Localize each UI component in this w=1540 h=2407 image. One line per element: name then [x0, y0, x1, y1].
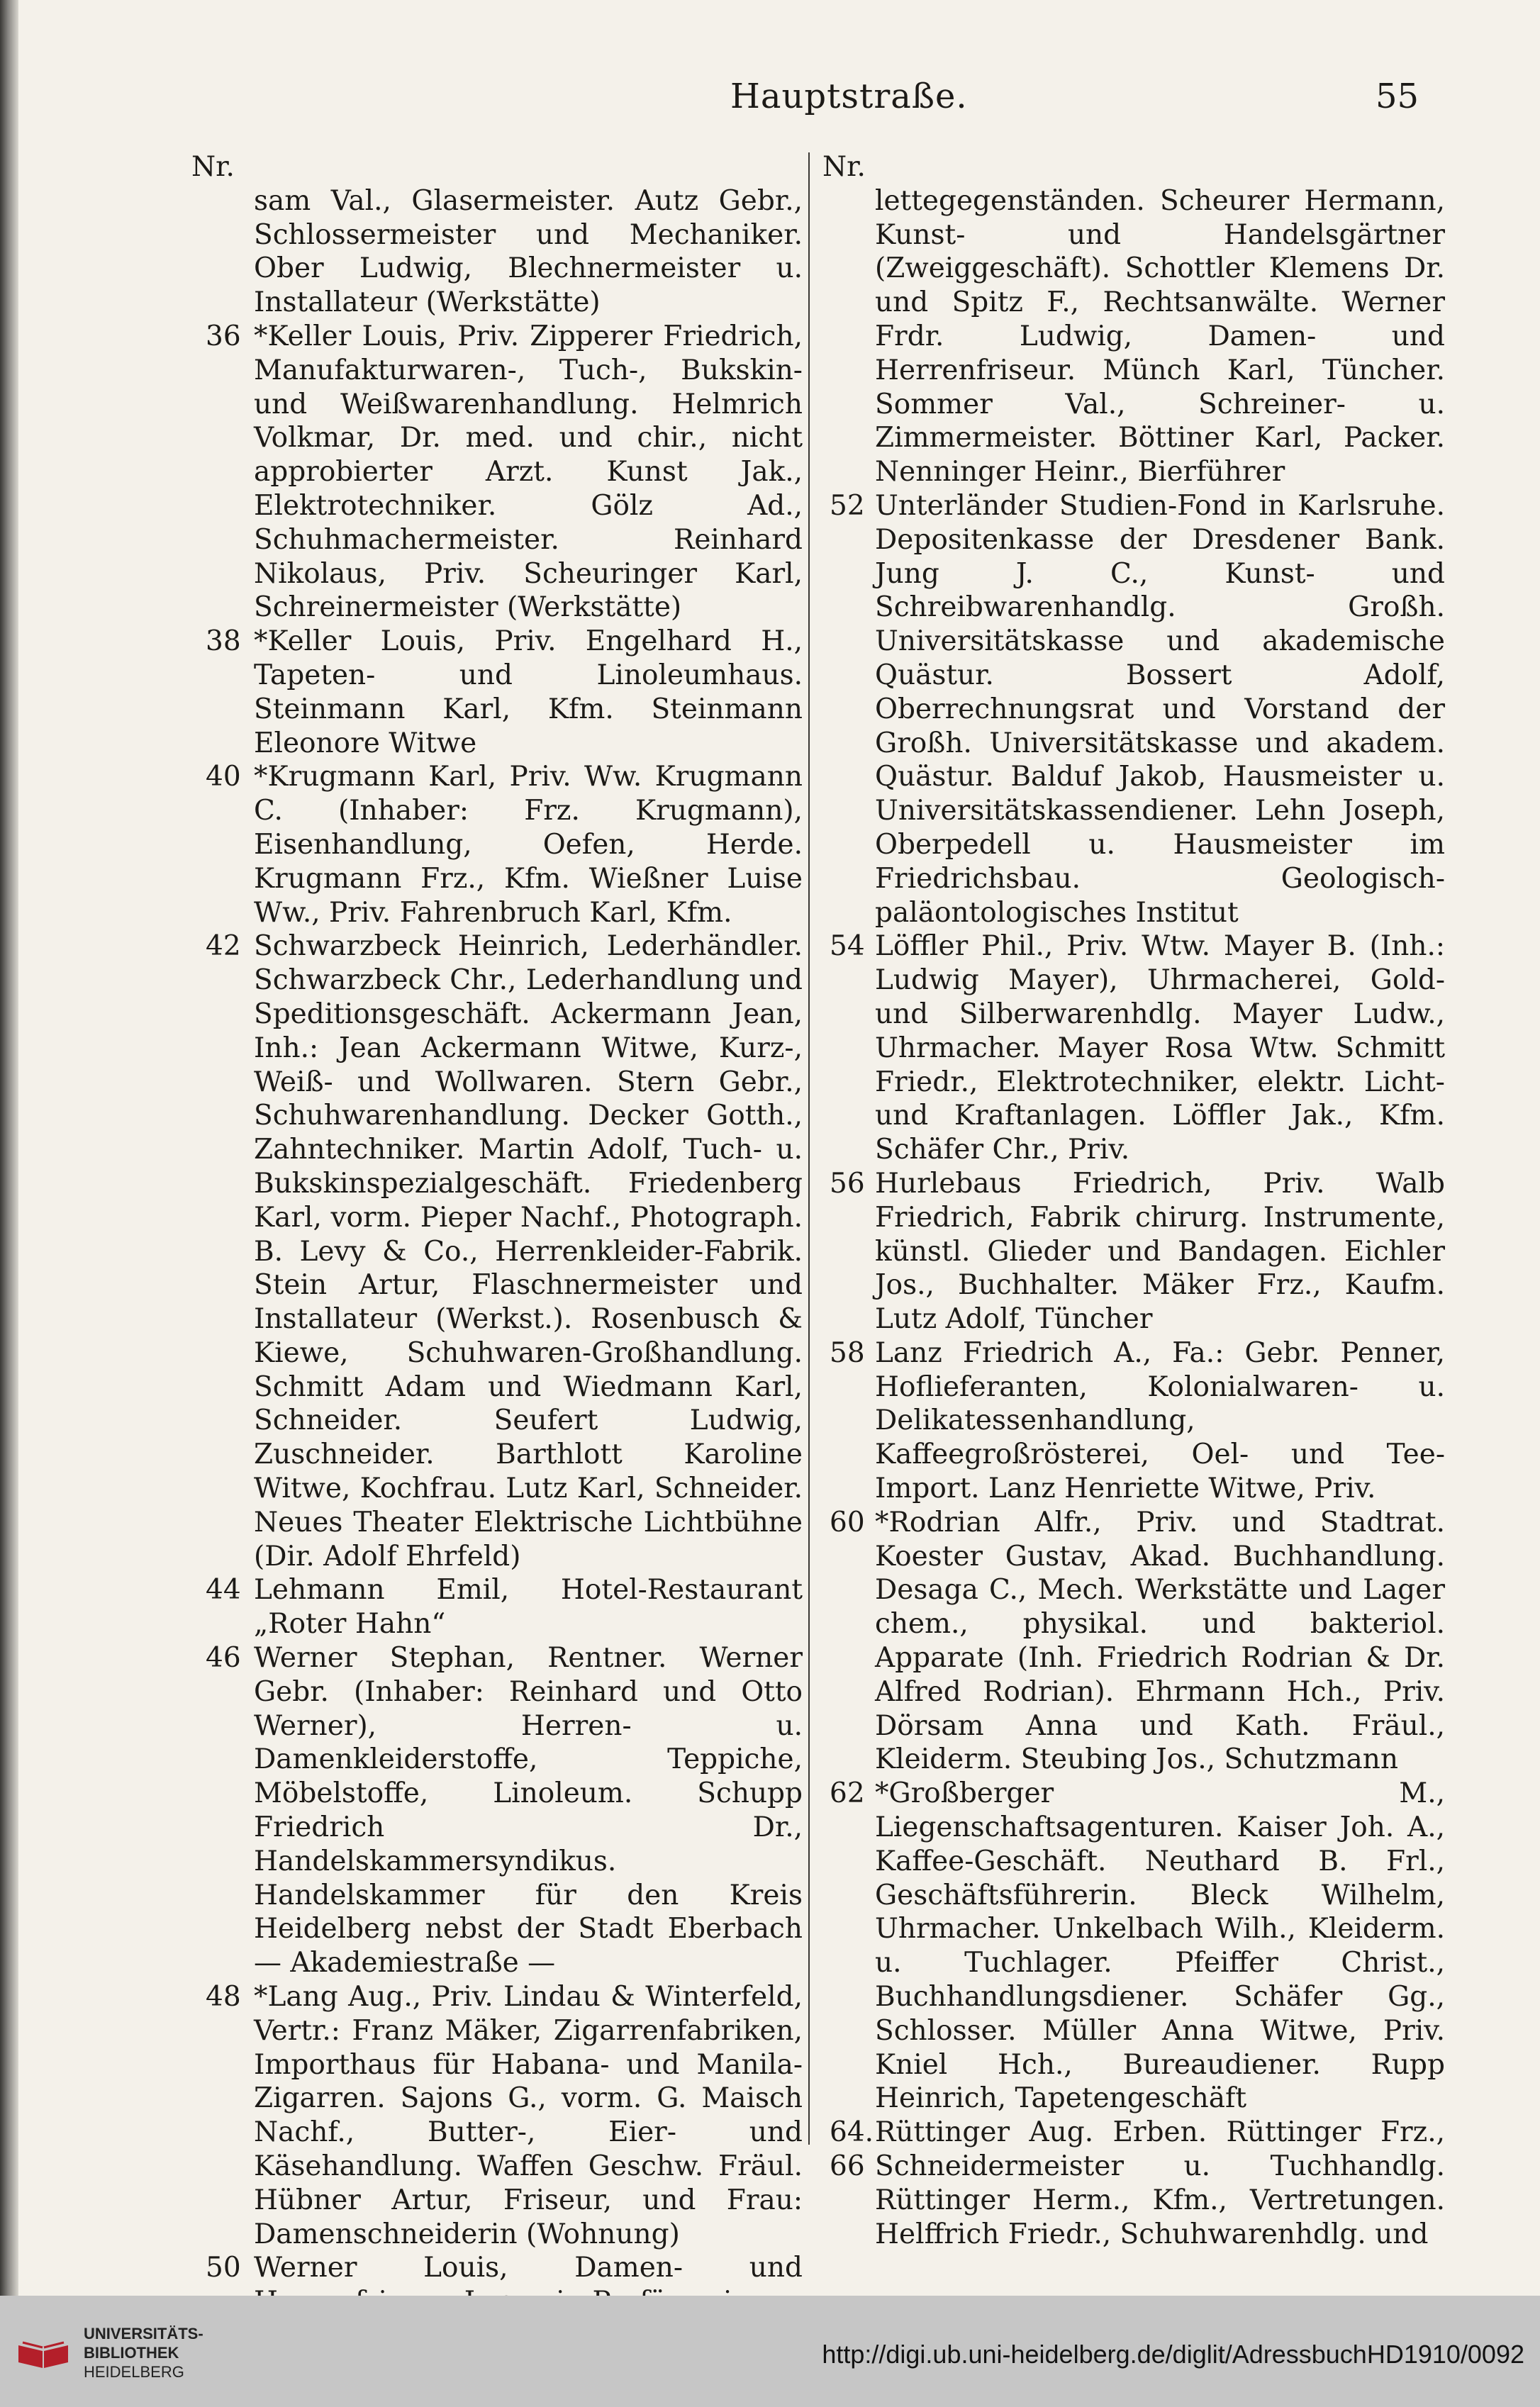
- entry-text: *Krugmann Karl, Priv. Ww. Krugmann C. (Inhaber: Frz. Krugmann), Eisenhandlung, Oefen, Herde. Krugmann Frz., Kfm. Wießner Luise Ww., Priv. Fahrenbruch Karl, Kfm.: [254, 761, 803, 929]
- entry-text: sam Val., Glasermeister. Autz Gebr., Schlossermeister und Mechaniker. Ober Ludwig, Blechnermeister u. Installateur (Werkstätte): [254, 184, 803, 319]
- right-column: [822, 150, 1445, 2251]
- address-entry: [191, 1980, 803, 2251]
- entry-text: *Großberger M., Liegenschaftsagenturen. Kaiser Joh. A., Kaffee-Geschäft. Neuthard B. Frl., Geschäftsführerin. Bleck Wilhelm, Uhrmacher. Unkelbach Wilh., Kleiderm. u. Tuchlager. Pfeiffer Christ., Buchhandlungsdiener. Schäfer Gg., Schlosser. Müller Anna Witwe, Priv. Kniel Hch., Bureaudiener. Rupp Heinrich, Tapetengeschäft: [875, 1777, 1445, 2115]
- address-entry: [822, 1506, 1445, 1777]
- entry-text: *Keller Louis, Priv. Engelhard H., Tapeten- und Linoleumhaus. Steinmann Karl, Kfm. Steinmann Eleonore Witwe: [254, 625, 803, 759]
- house-number: 52: [830, 489, 865, 522]
- house-number: 64. 66: [830, 2116, 874, 2183]
- house-number: 50: [206, 2252, 241, 2284]
- address-entry: [822, 1777, 1445, 2116]
- address-entry: [191, 625, 803, 760]
- house-number: 54: [830, 930, 865, 963]
- left-column: [191, 150, 803, 2353]
- address-entry: [191, 929, 803, 1573]
- library-name-line3: HEIDELBERG: [84, 2363, 184, 2381]
- page-header: [0, 77, 1540, 126]
- entry-text: Unterländer Studien-Fond in Karlsruhe. Depositenkasse der Dresdener Bank. Jung J. C., Kunst- und Schreibwarenhandlg. Großh. Universitätskasse und akademische Quästur. Bossert Adolf, Oberrechnungsrat und Vorstand der Großh. Universitätskasse und akadem. Quästur. Balduf Jakob, Hausmeister u. Universitätskassendiener. Lehn Joseph, Oberpedell u. Hausmeister im Friedrichsbau. Geologisch-paläontologisches Institut: [875, 489, 1445, 929]
- house-number: 56: [830, 1167, 865, 1200]
- library-name-line1: UNIVERSITÄTS-: [84, 2325, 203, 2342]
- house-number: 40: [206, 761, 241, 793]
- entry-text: lettegegenständen. Scheurer Hermann, Kunst- und Handelsgärtner (Zweiggeschäft). Schottler Klemens Dr. und Spitz F., Rechtsanwälte. Werner Frdr. Ludwig, Damen- und Herrenfriseur. Münch Karl, Tüncher. Sommer Val., Schreiner- u. Zimmermeister. Böttiner Karl, Packer. Nenninger Heinr., Bierführer: [875, 184, 1445, 488]
- entry-text: *Keller Louis, Priv. Zipperer Friedrich, Manufakturwaren-, Tuch-, Bukskin- und Weißwarenhandlung. Helmrich Volkmar, Dr. med. und chir., nicht approbierter Arzt. Kunst Jak., Elektrotechniker. Gölz Ad., Schuhmachermeister. Reinhard Nikolaus, Priv. Scheuringer Karl, Schreinermeister (Werkstätte): [254, 320, 803, 624]
- entry-text: Hurlebaus Friedrich, Priv. Walb Friedrich, Fabrik chirurg. Instrumente, künstl. Glieder und Bandagen. Eichler Jos., Buchhalter. Mäker Frz., Kaufm. Lutz Adolf, Tüncher: [875, 1167, 1445, 1336]
- library-name-line2: BIBLIOTHEK: [84, 2344, 179, 2362]
- library-logo-icon: [16, 2340, 71, 2371]
- column-number-label: Nr.: [822, 151, 866, 183]
- address-entry: [191, 760, 803, 929]
- page-title: Hauptstraße.: [730, 77, 968, 116]
- house-number: 42: [206, 930, 241, 963]
- address-entry: [191, 184, 803, 320]
- address-entry: [191, 1641, 803, 1980]
- library-footer: [0, 2296, 1540, 2407]
- entry-text: *Rodrian Alfr., Priv. und Stadtrat. Koester Gustav, Akad. Buchhandlung. Desaga C., Mech. Werkstätte und Lager chem., physikal. und bakteriol. Apparate (Inh. Friedrich Rodrian & Dr. Alfred Rodrian). Ehrmann Hch., Priv. Dörsam Anna und Kath. Fräul., Kleiderm. Steubing Jos., Schutzmann: [875, 1506, 1445, 1776]
- address-entry: [822, 489, 1445, 929]
- address-entry: [822, 1167, 1445, 1336]
- entry-text: Werner Louis, Damen- und: [254, 2252, 803, 2284]
- house-number: 60: [830, 1506, 865, 1538]
- address-entry: [822, 184, 1445, 489]
- page-number: 55: [1376, 77, 1419, 116]
- entry-text: Rüttinger Aug. Erben. Rüttinger Frz., Schneidermeister u. Tuchhandlg. Rüttinger Herm., Kfm., Vertretungen. Helffrich Friedr., Schuhwarenhdlg. und: [875, 2116, 1445, 2250]
- address-entry: [191, 1573, 803, 1641]
- library-name: [84, 2324, 203, 2381]
- entry-text: *Lang Aug., Priv. Lindau & Winterfeld, Vertr.: Franz Mäker, Zigarrenfabriken, Importhaus für Habana- und Manila-Zigarren. Sajons G., vorm. G. Maisch Nachf., Butter-, Eier- und Käsehandlung. Waffen Geschw. Fräul. Hübner Artur, Friseur, und Frau: Damenschneiderin (Wohnung): [254, 1981, 803, 2250]
- house-number: 48: [206, 1981, 241, 2014]
- address-entry: [822, 2116, 1445, 2251]
- house-number: 36: [206, 320, 241, 352]
- source-url-link[interactable]: http://digi.ub.uni-heidelberg.de/diglit/AdressbuchHD1910/0092: [822, 2340, 1524, 2369]
- entry-text: Werner Stephan, Rentner. Werner Gebr. (Inhaber: Reinhard und Otto Werner), Herren- u. Damenkleiderstoffe, Teppiche, Möbelstoffe, Linoleum. Schupp Friedrich Dr., Handelskammersyndikus. Handelskammer für den Kreis Heidelberg nebst der Stadt Eberbach — Akademiestraße —: [254, 1642, 803, 1979]
- house-number: 46: [206, 1642, 241, 1675]
- house-number: 62: [830, 1777, 865, 1810]
- column-divider: [808, 152, 810, 2145]
- column-number-label: Nr.: [191, 151, 235, 183]
- entry-text: Löffler Phil., Priv. Wtw. Mayer B. (Inh.: Ludwig Mayer), Uhrmacherei, Gold- und Silberwarenhdlg. Mayer Ludw., Uhrmacher. Mayer Rosa Wtw. Schmitt Friedr., Elektrotechniker, elektr. Licht- und Kraftanlagen. Löffler Jak., Kfm. Schäfer Chr., Priv.: [875, 930, 1445, 1166]
- entry-text: Lanz Friedrich A., Fa.: Gebr. Penner, Hoflieferanten, Kolonialwaren- u. Delikatessenhandlung, Kaffeegroßrösterei, Oel- und Tee-Import. Lanz Henriette Witwe, Priv.: [875, 1336, 1445, 1505]
- house-number: 44: [206, 1574, 241, 1607]
- scan-edge-shadow: [0, 0, 18, 2296]
- entry-text: Lehmann Emil, Hotel-Restaurant „Roter Hahn“: [254, 1574, 803, 1641]
- address-entry: [191, 320, 803, 625]
- address-entry: [822, 1336, 1445, 1506]
- entry-text: Schwarzbeck Heinrich, Lederhändler. Schwarzbeck Chr., Lederhandlung und Speditionsgeschäft. Ackermann Jean, Inh.: Jean Ackermann Witwe, Kurz-, Weiß- und Wollwaren. Stern Gebr., Schuhwarenhandlung. Decker Gotth., Zahntechniker. Martin Adolf, Tuch- u. Bukskinspezialgeschäft. Friedenberg Karl, vorm. Pieper Nachf., Photograph. B. Levy & Co., Herrenkleider-Fabrik. Stein Artur, Flaschnermeister und Installateur (Werkst.). Rosenbusch & Kiewe, Schuhwaren-Großhandlung. Schmitt Adam und Wiedmann Karl, Schneider. Seufert Ludwig, Zuschneider. Barthlott Karoline Witwe, Kochfrau. Lutz Karl, Schneider. Neues Theater Elektrische Lichtbühne (Dir. Adolf Ehrfeld): [254, 930, 803, 1573]
- house-number: 58: [830, 1336, 865, 1369]
- address-entry: [822, 929, 1445, 1167]
- house-number: 38: [206, 625, 241, 658]
